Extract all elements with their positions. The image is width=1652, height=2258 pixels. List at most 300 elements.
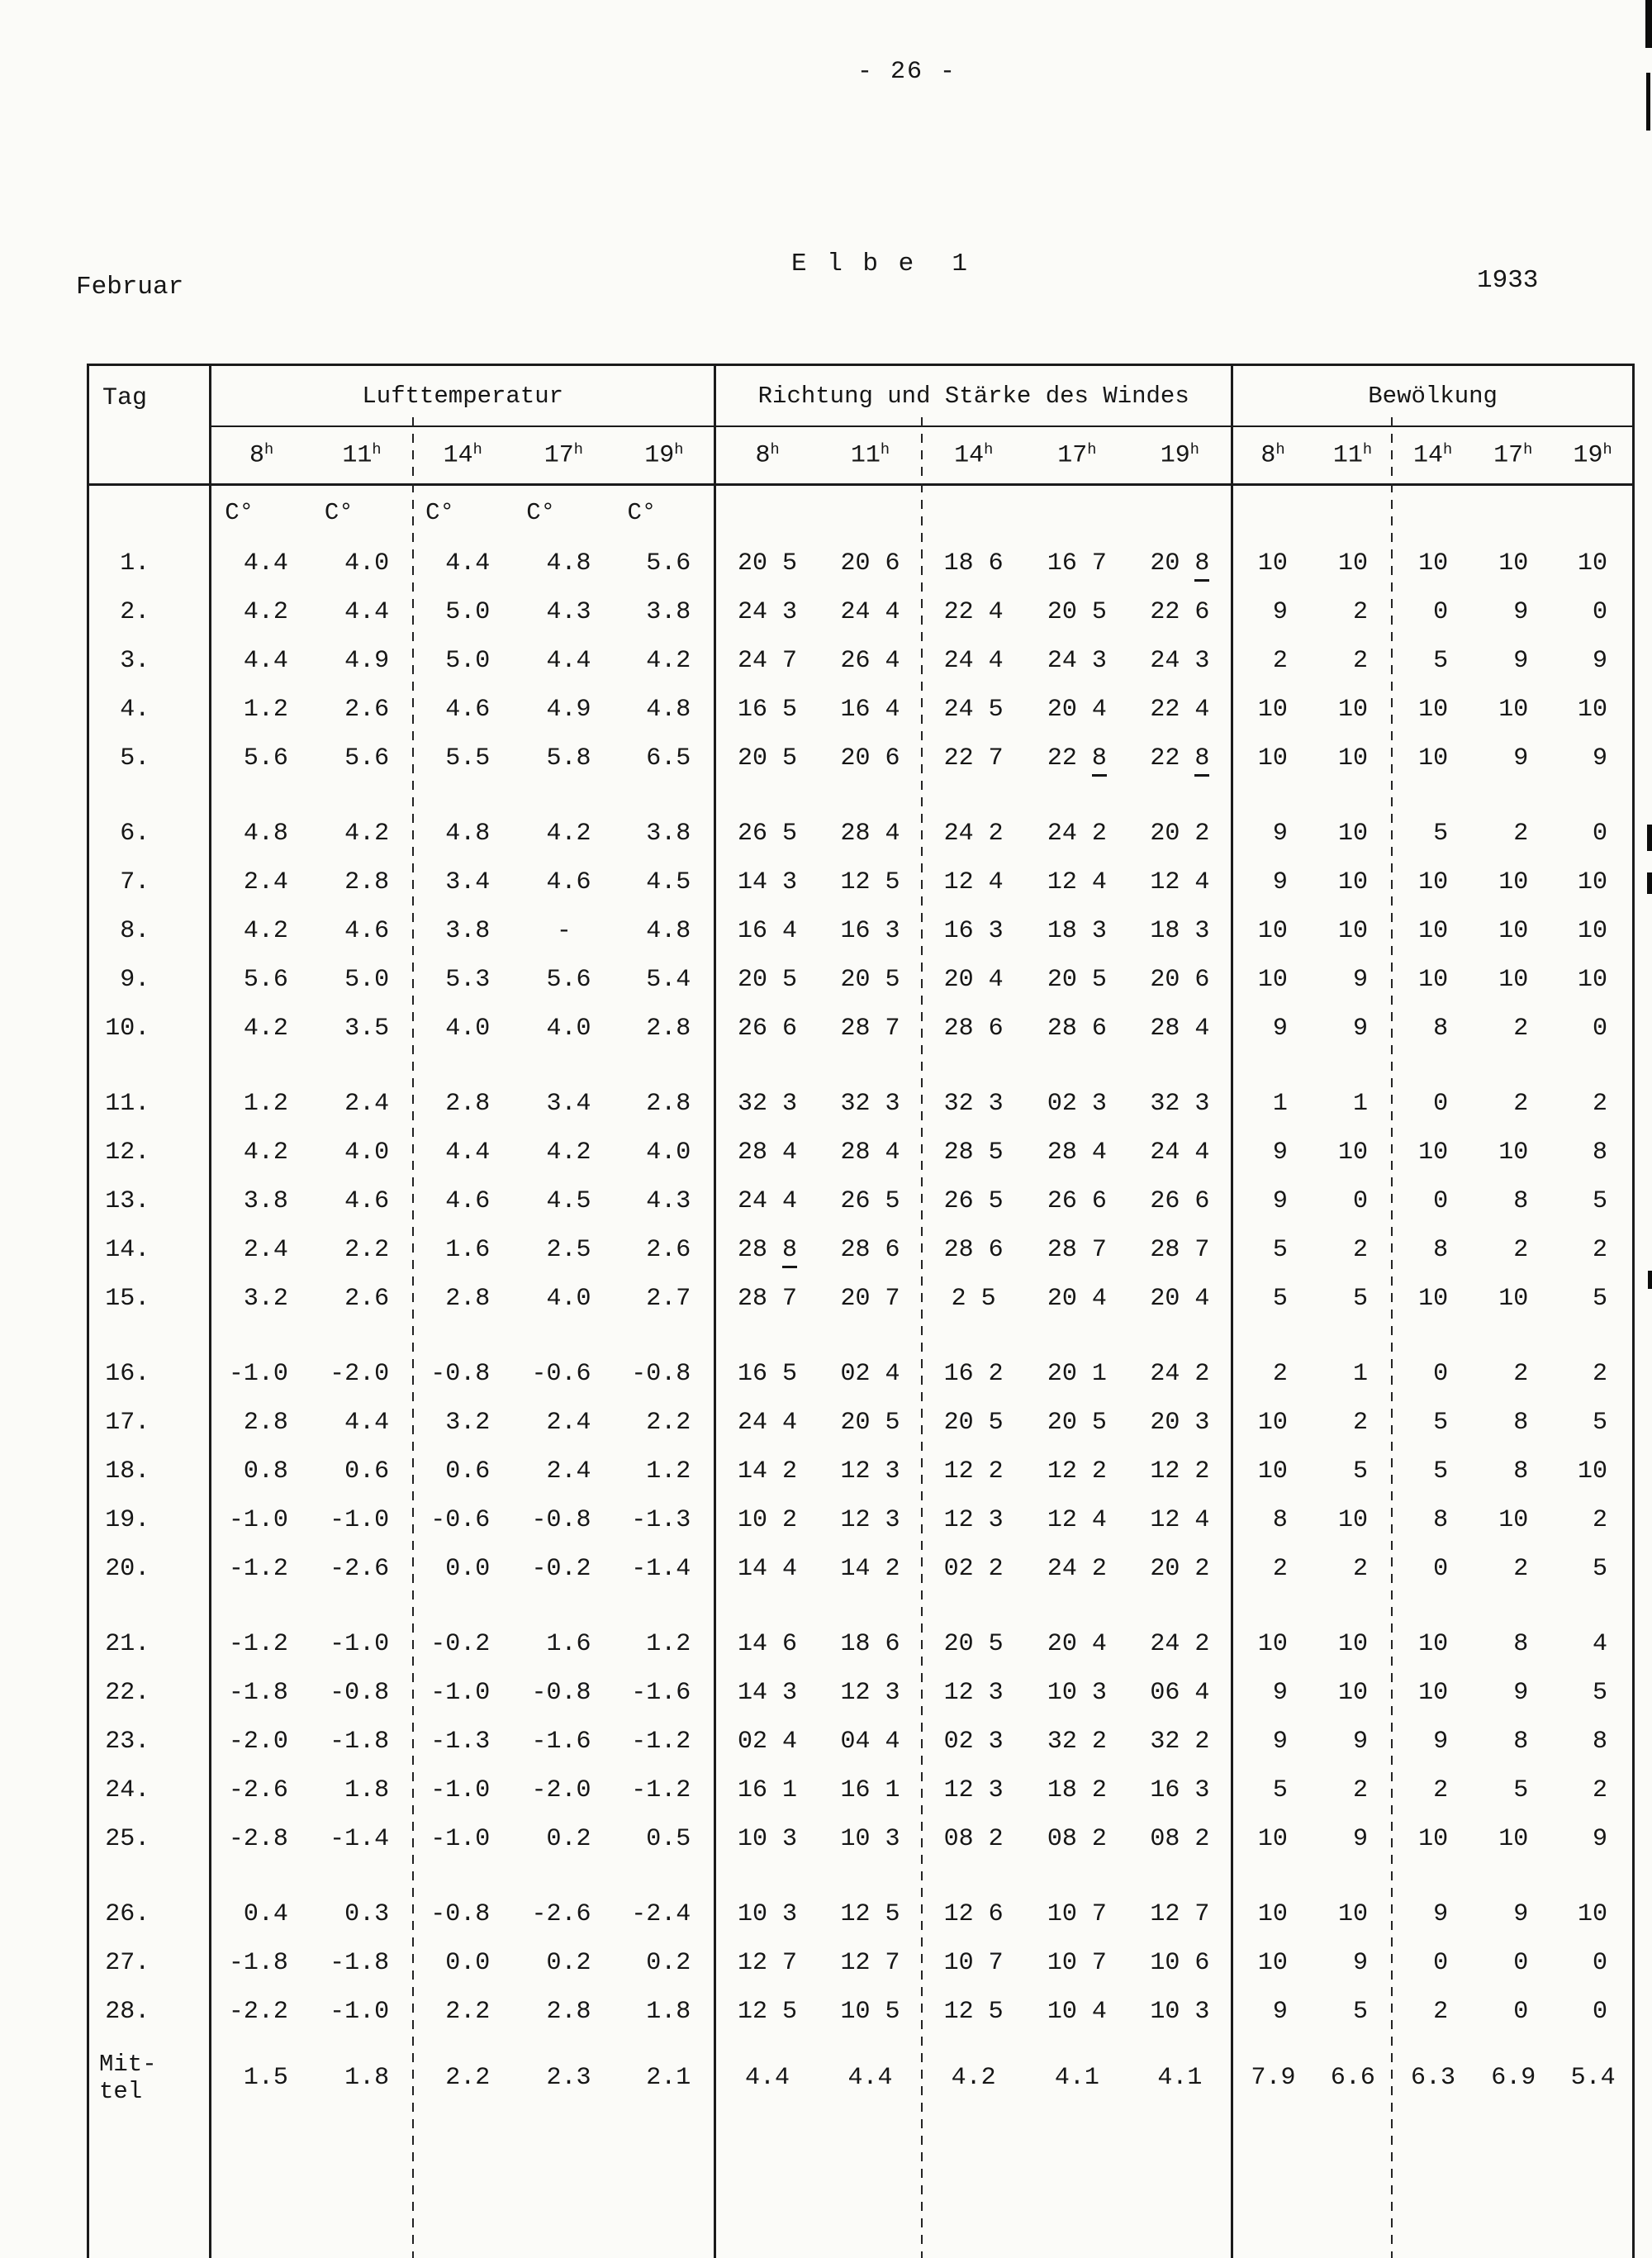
cloud-cell: 8 bbox=[1592, 1727, 1607, 1756]
spacer-cell bbox=[1473, 2120, 1553, 2258]
temp-cell: 5.0 bbox=[344, 965, 390, 994]
wind-cell: 20 5 bbox=[840, 965, 900, 994]
day-cell: 17. bbox=[105, 1408, 150, 1437]
temp-cell: 2.8 bbox=[445, 1284, 491, 1313]
unit-empty-cell bbox=[922, 485, 1025, 540]
cloud-cell: 0 bbox=[1592, 597, 1607, 626]
cloud-cell: 9 bbox=[1433, 1727, 1449, 1756]
cloud-cell: 10 bbox=[1232, 685, 1313, 734]
temp-cell: 5.8 bbox=[546, 744, 591, 772]
temp-cell: 4.6 bbox=[546, 868, 591, 896]
spacer-cell bbox=[412, 1053, 513, 1079]
cloud-cell: 5 bbox=[1592, 1678, 1607, 1707]
day-cell: 10. bbox=[105, 1014, 150, 1043]
temp-cell: -1.0 bbox=[330, 1505, 390, 1534]
spacer-cell bbox=[922, 782, 1025, 809]
wind-cell: 24 4 bbox=[840, 597, 900, 626]
spacer-cell bbox=[311, 782, 412, 809]
scan-artifact bbox=[1647, 825, 1652, 851]
cloud-cell: 9 bbox=[1513, 1899, 1529, 1928]
temp-cell: -1.6 bbox=[531, 1727, 591, 1756]
wind-cell: 24 4 bbox=[943, 646, 1004, 675]
wind-cell: 20 4 bbox=[1047, 1284, 1107, 1313]
cloud-cell: 9 bbox=[1352, 965, 1368, 994]
spacer-cell bbox=[1128, 2120, 1232, 2258]
temp-cell: 5.3 bbox=[445, 965, 491, 994]
wind-cell: 32 3 bbox=[943, 1089, 1004, 1118]
wind-cell: 24 3 bbox=[1047, 646, 1107, 675]
temp-cell: 3.5 bbox=[344, 1014, 390, 1043]
cloud-cell: 9 bbox=[1232, 1177, 1313, 1225]
cloud-cell: 10 bbox=[1337, 1505, 1368, 1534]
wind-cell: 28 7 bbox=[715, 1274, 819, 1323]
cloud-cell: 2 bbox=[1232, 1544, 1313, 1593]
table-row bbox=[88, 587, 1634, 636]
wind-cell: 28 4 bbox=[840, 819, 900, 848]
day-cell: 7. bbox=[120, 868, 150, 896]
spacer-row bbox=[88, 1323, 1634, 1349]
temp-cell: 4.2 bbox=[344, 819, 390, 848]
wind-cell: 24 2 bbox=[1150, 1629, 1210, 1658]
wind-cell: 10 3 bbox=[1047, 1678, 1107, 1707]
cloud-cell: 10 bbox=[1337, 695, 1368, 724]
cloud-cell: 1 bbox=[1352, 1089, 1368, 1118]
temp-cell: -0.8 bbox=[430, 1899, 491, 1928]
wind-cell: 20 4 bbox=[1047, 695, 1107, 724]
cloud-cell: 9 bbox=[1352, 1014, 1368, 1043]
temp-cell: 1.6 bbox=[546, 1629, 591, 1658]
spacer-cell bbox=[1313, 1053, 1393, 1079]
wind-cell: 26 5 bbox=[715, 809, 819, 858]
wind-cell: 28 4 bbox=[840, 1138, 900, 1167]
cloud-cell: 9 bbox=[1513, 744, 1529, 772]
cloud-cell: 10 bbox=[1498, 1138, 1529, 1167]
temp-cell: -2.6 bbox=[330, 1554, 390, 1583]
day-cell: 19. bbox=[105, 1505, 150, 1534]
wind-cell: 20 7 bbox=[840, 1284, 900, 1313]
wind-cell: 02 2 bbox=[943, 1554, 1004, 1583]
cloud-cell: 1 bbox=[1352, 1359, 1368, 1388]
cloud-cell: 5 bbox=[1592, 1186, 1607, 1215]
wind-cell: 20 3 bbox=[1150, 1408, 1210, 1437]
wind-cell: 24 3 bbox=[1150, 646, 1210, 675]
temp-cell: -0.6 bbox=[430, 1505, 491, 1534]
unit-empty-cell bbox=[1473, 485, 1553, 540]
temp-cell: -0.8 bbox=[531, 1678, 591, 1707]
temp-cell: -1.3 bbox=[631, 1505, 691, 1534]
cloud-cell: 0 bbox=[1592, 1014, 1607, 1043]
wind-cell: 14 2 bbox=[840, 1554, 900, 1583]
temp-cell: 3.8 bbox=[646, 819, 691, 848]
temp-cell: 2.4 bbox=[211, 1225, 311, 1274]
cloud-cell: 10 bbox=[1498, 695, 1529, 724]
cloud-cell: 10 bbox=[1337, 1678, 1368, 1707]
spacer-cell bbox=[412, 2120, 513, 2258]
wind-cell: 24 2 bbox=[1047, 1554, 1107, 1583]
mittel-cloud-cell: 7.9 bbox=[1232, 2036, 1313, 2120]
temp-cell: 4.2 bbox=[211, 1128, 311, 1177]
spacer-cell bbox=[715, 1863, 819, 1890]
wind-cell: 26 6 bbox=[715, 1004, 819, 1053]
temp-cell: 2.6 bbox=[646, 1235, 691, 1264]
temp-cell: 2.8 bbox=[211, 1398, 311, 1447]
cloud-cell: 2 bbox=[1232, 636, 1313, 685]
hour-header: 14$^h$ bbox=[922, 426, 1025, 484]
spacer-cell bbox=[1473, 1593, 1553, 1619]
temp-cell: 0.2 bbox=[546, 1824, 591, 1853]
spacer-cell bbox=[819, 1053, 922, 1079]
spacer-cell bbox=[1232, 1863, 1313, 1890]
spacer-cell bbox=[412, 1863, 513, 1890]
mittel-wind-cell: 4.4 bbox=[847, 2064, 893, 2092]
temp-cell: 4.0 bbox=[646, 1138, 691, 1167]
temp-cell: 5.6 bbox=[211, 955, 311, 1004]
table-row bbox=[88, 1274, 1634, 1323]
wind-cell: 04 4 bbox=[840, 1727, 900, 1756]
wind-cell: 20 6 bbox=[1150, 965, 1210, 994]
wind-cell: 10 3 bbox=[1150, 1997, 1210, 2026]
temp-cell: -0.8 bbox=[430, 1359, 491, 1388]
wind-cell: 24 4 bbox=[715, 1177, 819, 1225]
temp-cell: 4.5 bbox=[546, 1186, 591, 1215]
wind-cell: 22 7 bbox=[943, 744, 1004, 772]
cloud-cell: 10 bbox=[1337, 868, 1368, 896]
cloud-cell: 9 bbox=[1513, 597, 1529, 626]
wind-cell: 18 2 bbox=[1047, 1776, 1107, 1804]
temp-cell: 1.2 bbox=[211, 1079, 311, 1128]
spacer-cell bbox=[211, 1593, 311, 1619]
spacer-cell bbox=[1232, 2120, 1313, 2258]
month-label: Februar bbox=[76, 273, 184, 302]
temp-cell: 2.6 bbox=[344, 695, 390, 724]
temp-cell: 0.8 bbox=[211, 1447, 311, 1495]
temp-cell: -1.0 bbox=[430, 1776, 491, 1804]
hours-header-row bbox=[88, 426, 1634, 484]
cloud-cell: 5 bbox=[1352, 1457, 1368, 1486]
cloud-cell: 8 bbox=[1433, 1014, 1449, 1043]
cloud-cell: 9 bbox=[1232, 1128, 1313, 1177]
wind-cell: 20 2 bbox=[1150, 1554, 1210, 1583]
temp-cell: 4.8 bbox=[445, 819, 491, 848]
wind-cell: 20 5 bbox=[715, 539, 819, 587]
spacer-cell bbox=[211, 2120, 311, 2258]
cloud-cell: 10 bbox=[1232, 1619, 1313, 1668]
temp-cell: 2.6 bbox=[344, 1284, 390, 1313]
cloud-cell: 2 bbox=[1592, 1089, 1607, 1118]
cloud-cell: 10 bbox=[1418, 744, 1449, 772]
spacer-cell bbox=[1553, 782, 1633, 809]
unit-empty-cell bbox=[1232, 485, 1313, 540]
temp-cell: 2.8 bbox=[344, 868, 390, 896]
wind-cell: 32 3 bbox=[715, 1079, 819, 1128]
day-cell: 18. bbox=[105, 1457, 150, 1486]
table-row bbox=[88, 1177, 1634, 1225]
spacer-cell bbox=[614, 1863, 714, 1890]
temp-cell: -1.0 bbox=[330, 1629, 390, 1658]
wind-cell: 10 7 bbox=[1047, 1899, 1107, 1928]
spacer-cell bbox=[1473, 1053, 1553, 1079]
wind-cell: 12 5 bbox=[840, 1899, 900, 1928]
spacer-cell bbox=[614, 782, 714, 809]
cloud-cell: 10 bbox=[1418, 868, 1449, 896]
spacer-cell bbox=[819, 2120, 922, 2258]
table-row bbox=[88, 1544, 1634, 1593]
table-row bbox=[88, 955, 1634, 1004]
day-cell: 11. bbox=[105, 1089, 150, 1118]
spacer-cell bbox=[311, 1593, 412, 1619]
temp-cell: 4.3 bbox=[646, 1186, 691, 1215]
mittel-temp-cell: 2.3 bbox=[546, 2064, 591, 2092]
temp-cell: -1.0 bbox=[430, 1824, 491, 1853]
temp-cell: - bbox=[556, 916, 572, 945]
wind-cell: 12 4 bbox=[1150, 1505, 1210, 1534]
unit-empty-cell bbox=[1553, 485, 1633, 540]
temp-cell: -1.6 bbox=[631, 1678, 691, 1707]
spacer-cell bbox=[513, 782, 614, 809]
temp-cell: 4.6 bbox=[344, 916, 390, 945]
temp-cell: 3.8 bbox=[445, 916, 491, 945]
table-row bbox=[88, 1447, 1634, 1495]
table-row bbox=[88, 1495, 1634, 1544]
temp-cell: -0.2 bbox=[531, 1554, 591, 1583]
day-cell: 26. bbox=[105, 1899, 150, 1928]
day-cell: 23. bbox=[105, 1727, 150, 1756]
cloud-cell: 10 bbox=[1232, 539, 1313, 587]
wind-cell: 16 5 bbox=[715, 685, 819, 734]
mittel-temp-cell: 2.1 bbox=[646, 2064, 691, 2092]
spacer-cell bbox=[211, 1863, 311, 1890]
day-cell: 2. bbox=[120, 597, 150, 626]
temp-cell: 0.5 bbox=[646, 1824, 691, 1853]
wind-cell: 16 1 bbox=[840, 1776, 900, 1804]
wind-cell: 12 2 bbox=[1047, 1457, 1107, 1486]
hour-header: 8$^h$ bbox=[715, 426, 819, 484]
wind-cell: 26 5 bbox=[943, 1186, 1004, 1215]
temp-cell: 5.0 bbox=[445, 597, 491, 626]
temp-cell: 4.5 bbox=[646, 868, 691, 896]
wind-cell: 28 4 bbox=[1047, 1138, 1107, 1167]
day-cell: 28. bbox=[105, 1997, 150, 2026]
table-row bbox=[88, 685, 1634, 734]
hour-header: 19$^h$ bbox=[614, 426, 714, 484]
temp-cell: 4.0 bbox=[546, 1284, 591, 1313]
cloud-cell: 5 bbox=[1232, 1766, 1313, 1814]
day-cell: 4. bbox=[120, 695, 150, 724]
cloud-cell: 2 bbox=[1592, 1776, 1607, 1804]
cloud-cell: 5 bbox=[1433, 1457, 1449, 1486]
hour-header: 8$^h$ bbox=[1232, 426, 1313, 484]
cloud-cell: 10 bbox=[1337, 1899, 1368, 1928]
spacer-cell bbox=[1025, 1863, 1128, 1890]
wind-cell: 16 4 bbox=[715, 906, 819, 955]
temp-cell: 1.2 bbox=[646, 1629, 691, 1658]
wind-cell: 20 5 bbox=[1047, 965, 1107, 994]
temp-cell: 0.4 bbox=[211, 1890, 311, 1938]
temp-cell: 2.8 bbox=[646, 1014, 691, 1043]
cloud-cell: 10 bbox=[1498, 1505, 1529, 1534]
temp-cell: -2.4 bbox=[631, 1899, 691, 1928]
cloud-cell: 10 bbox=[1498, 1284, 1529, 1313]
wind-cell: 12 3 bbox=[943, 1678, 1004, 1707]
temp-cell: -2.2 bbox=[211, 1987, 311, 2036]
wind-cell: 12 7 bbox=[840, 1948, 900, 1977]
temp-cell: 3.8 bbox=[646, 597, 691, 626]
dashed-divider-temperature bbox=[412, 417, 414, 2258]
cloud-cell: 2 bbox=[1592, 1359, 1607, 1388]
temp-cell: -2.8 bbox=[211, 1814, 311, 1863]
wind-cell: 24 4 bbox=[715, 1398, 819, 1447]
spacer-cell bbox=[88, 1053, 211, 1079]
wind-cell: 12 3 bbox=[943, 1776, 1004, 1804]
spacer-row bbox=[88, 1863, 1634, 1890]
temp-cell: 5.6 bbox=[344, 744, 390, 772]
temp-cell: -1.4 bbox=[631, 1554, 691, 1583]
temp-cell: 1.8 bbox=[344, 1776, 390, 1804]
spacer-cell bbox=[1128, 782, 1232, 809]
temp-cell: 4.2 bbox=[646, 646, 691, 675]
wind-cell: 24 5 bbox=[943, 695, 1004, 724]
temp-cell: -0.8 bbox=[330, 1678, 390, 1707]
cloud-cell: 5 bbox=[1232, 1274, 1313, 1323]
wind-cell: 24 4 bbox=[1150, 1138, 1210, 1167]
spacer-cell bbox=[1473, 1323, 1553, 1349]
spacer-cell bbox=[819, 1593, 922, 1619]
spacer-cell bbox=[1232, 782, 1313, 809]
spacer-cell bbox=[614, 1323, 714, 1349]
cloud-cell: 5 bbox=[1352, 1284, 1368, 1313]
mittel-temp-cell: 1.8 bbox=[344, 2064, 390, 2092]
wind-cell: 16 2 bbox=[943, 1359, 1004, 1388]
spacer-cell bbox=[1393, 1593, 1473, 1619]
hour-header: 8$^h$ bbox=[211, 426, 311, 484]
spacer-cell bbox=[1128, 1863, 1232, 1890]
wind-cell: 02 4 bbox=[840, 1359, 900, 1388]
spacer-cell bbox=[412, 1323, 513, 1349]
cloud-cell: 9 bbox=[1232, 1717, 1313, 1766]
wind-cell: 18 6 bbox=[840, 1629, 900, 1658]
wind-cell: 26 6 bbox=[1150, 1186, 1210, 1215]
spacer-cell bbox=[819, 1863, 922, 1890]
day-cell: 9. bbox=[120, 965, 150, 994]
cloud-cell: 10 bbox=[1232, 734, 1313, 782]
spacer-cell bbox=[715, 2120, 819, 2258]
wind-cell: 14 3 bbox=[715, 858, 819, 906]
temp-cell: 4.2 bbox=[546, 1138, 591, 1167]
spacer-cell bbox=[311, 2120, 412, 2258]
day-cell: 22. bbox=[105, 1678, 150, 1707]
wind-cell: 12 3 bbox=[943, 1505, 1004, 1534]
spacer-row bbox=[88, 1053, 1634, 1079]
wind-cell: 28 8 bbox=[715, 1225, 819, 1274]
cloud-cell: 2 bbox=[1513, 1014, 1529, 1043]
wind-cell: 12 7 bbox=[1150, 1899, 1210, 1928]
hour-header: 17$^h$ bbox=[513, 426, 614, 484]
spacer-cell bbox=[1025, 1323, 1128, 1349]
spacer-cell bbox=[88, 1593, 211, 1619]
table-row bbox=[88, 1766, 1634, 1814]
mittel-temp-cell: 1.5 bbox=[211, 2036, 311, 2120]
temp-cell: -0.6 bbox=[531, 1359, 591, 1388]
wind-cell: 28 4 bbox=[715, 1128, 819, 1177]
day-cell: 13. bbox=[105, 1186, 150, 1215]
day-cell: 16. bbox=[105, 1359, 150, 1388]
cloud-cell: 0 bbox=[1513, 1997, 1529, 2026]
temp-cell: 2.8 bbox=[646, 1089, 691, 1118]
mittel-cloud-cell: 6.9 bbox=[1491, 2064, 1536, 2092]
temp-cell: -2.6 bbox=[531, 1899, 591, 1928]
hour-header: 19$^h$ bbox=[1128, 426, 1232, 484]
temp-cell: 5.4 bbox=[646, 965, 691, 994]
temp-cell: -2.0 bbox=[531, 1776, 591, 1804]
spacer-row bbox=[88, 1593, 1634, 1619]
temp-cell: 0.0 bbox=[445, 1948, 491, 1977]
spacer-cell bbox=[88, 1323, 211, 1349]
wind-cell: 20 5 bbox=[943, 1629, 1004, 1658]
spacer-cell bbox=[513, 1053, 614, 1079]
temp-cell: 4.2 bbox=[546, 819, 591, 848]
table-row bbox=[88, 1398, 1634, 1447]
cloud-cell: 8 bbox=[1592, 1138, 1607, 1167]
temp-cell: 3.2 bbox=[211, 1274, 311, 1323]
temp-cell: -1.2 bbox=[631, 1727, 691, 1756]
wind-cell: 18 3 bbox=[1047, 916, 1107, 945]
wind-cell: 12 6 bbox=[943, 1899, 1004, 1928]
cloud-cell: 9 bbox=[1352, 1948, 1368, 1977]
spacer-cell bbox=[1128, 1053, 1232, 1079]
dashed-divider-clouds bbox=[1391, 417, 1393, 2258]
spacer-row bbox=[88, 782, 1634, 809]
cloud-cell: 10 bbox=[1337, 916, 1368, 945]
wind-cell: 22 6 bbox=[1150, 597, 1210, 626]
temp-cell: -1.8 bbox=[330, 1948, 390, 1977]
table-row bbox=[88, 1619, 1634, 1668]
wind-cell: 16 5 bbox=[715, 1349, 819, 1398]
spacer-cell bbox=[1393, 782, 1473, 809]
cloud-cell: 10 bbox=[1418, 1678, 1449, 1707]
wind-cell: 28 6 bbox=[1047, 1014, 1107, 1043]
wind-cell: 12 3 bbox=[840, 1505, 900, 1534]
wind-cell: 26 5 bbox=[840, 1186, 900, 1215]
cloud-cell: 0 bbox=[1433, 1948, 1449, 1977]
wind-cell: 18 3 bbox=[1150, 916, 1210, 945]
wind-cell: 20 4 bbox=[1047, 1629, 1107, 1658]
spacer-cell bbox=[88, 1863, 211, 1890]
temp-cell: 5.6 bbox=[646, 549, 691, 578]
temp-cell: 4.6 bbox=[445, 1186, 491, 1215]
wind-cell: 20 4 bbox=[943, 965, 1004, 994]
spacer-cell bbox=[1232, 1593, 1313, 1619]
table-row bbox=[88, 1668, 1634, 1717]
wind-cell: 16 7 bbox=[1047, 549, 1107, 578]
temp-cell: -1.0 bbox=[211, 1349, 311, 1398]
temp-cell: 2.2 bbox=[344, 1235, 390, 1264]
cloud-cell: 4 bbox=[1592, 1629, 1607, 1658]
wind-cell: 14 6 bbox=[715, 1619, 819, 1668]
group-header-wind: Richtung und Stärke des Windes bbox=[715, 365, 1232, 427]
temp-cell: 4.9 bbox=[546, 695, 591, 724]
spacer-cell bbox=[1553, 1863, 1633, 1890]
cloud-cell: 0 bbox=[1433, 597, 1449, 626]
cloud-cell: 2 bbox=[1592, 1505, 1607, 1534]
cloud-cell: 9 bbox=[1592, 646, 1607, 675]
cloud-cell: 10 bbox=[1232, 1447, 1313, 1495]
cloud-cell: 0 bbox=[1433, 1359, 1449, 1388]
temp-cell: -2.6 bbox=[211, 1766, 311, 1814]
temp-cell: 0.2 bbox=[546, 1948, 591, 1977]
cloud-cell: 10 bbox=[1418, 916, 1449, 945]
temp-cell: 2.2 bbox=[646, 1408, 691, 1437]
temp-cell: 2.4 bbox=[546, 1457, 591, 1486]
